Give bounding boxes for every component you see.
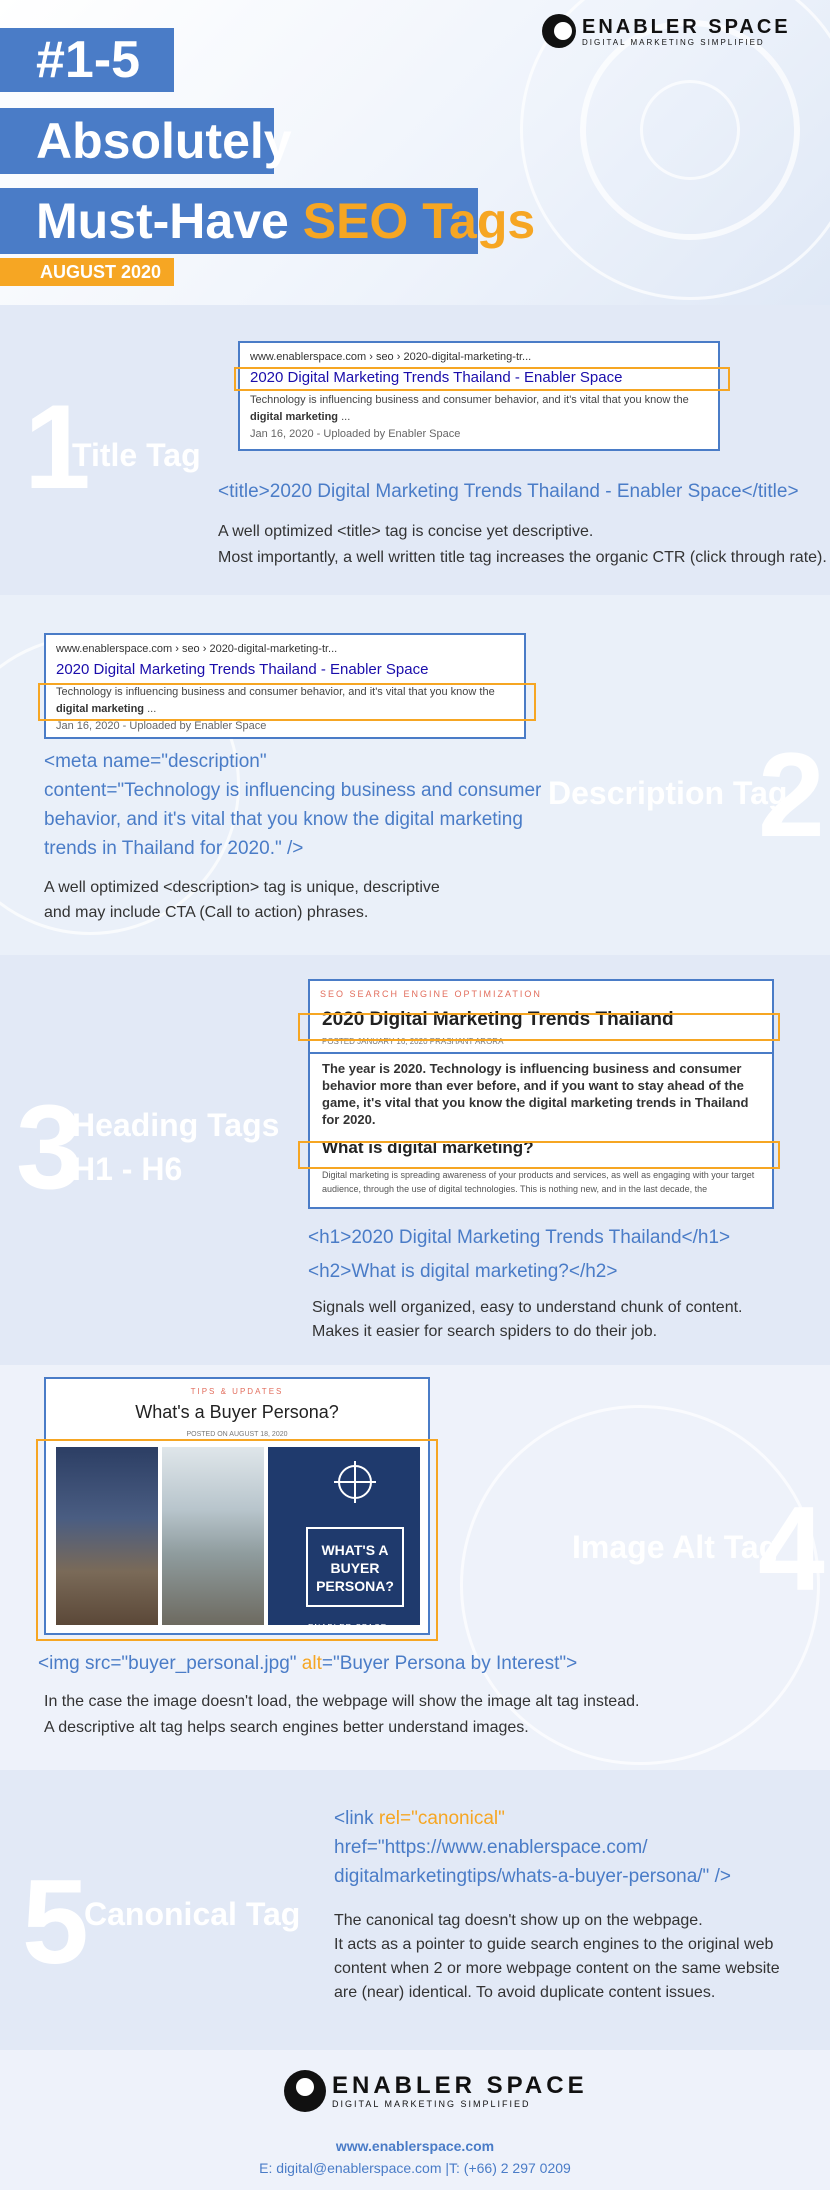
logo-tagline: DIGITAL MARKETING SIMPLIFIED xyxy=(582,37,765,47)
title-line-1: #1-5 xyxy=(0,28,174,92)
header xyxy=(0,0,830,305)
highlight-box-h1 xyxy=(298,1013,780,1041)
code-line-3: digitalmarketingtips/whats-a-buyer-persona/" /> xyxy=(334,1866,731,1887)
code-snippet: <title>2020 Digital Marketing Trends Thailand - Enabler Space</title> xyxy=(218,481,799,502)
title-highlight: SEO Tags xyxy=(302,193,536,249)
section-heading-tags xyxy=(0,955,830,1365)
article-h2: What is digital marketing? xyxy=(322,1138,534,1157)
body-text-4: are (near) identical. To avoid duplicate content issues. xyxy=(334,1984,716,2001)
code-line-2: href="https://www.enablerspace.com/ xyxy=(334,1837,648,1858)
code-line-1: <link rel="canonical" xyxy=(334,1808,505,1829)
body-text-1: A well optimized <description> tag is unique, descriptive xyxy=(44,879,440,896)
card-category: TIPS & UPDATES xyxy=(190,1387,284,1396)
brand-logo xyxy=(542,14,791,48)
footer xyxy=(0,2050,830,2190)
title-line-2: Absolutely xyxy=(0,108,274,174)
card-posted: POSTED ON AUGUST 18, 2020 xyxy=(186,1431,288,1438)
code-line-3: behavior, and it's vital that you know the digital marketing xyxy=(44,809,523,830)
article-intro: The year is 2020. Technology is influencing business and consumer behavior more than ever before, and if you want to stay ahead of the game, it's vital that you know the digital marketing trends in Thailand for 2020. xyxy=(322,1061,749,1127)
section-number: 2 xyxy=(758,728,825,862)
body-text-1: A well optimized <title> tag is concise yet descriptive. xyxy=(218,523,594,540)
logo-mark-icon xyxy=(284,2070,326,2112)
body-text-1: The canonical tag doesn't show up on the webpage. xyxy=(334,1912,703,1929)
section-label-line-2: H1 - H6 xyxy=(72,1151,183,1187)
code-line-2: <h2>What is digital marketing?</h2> xyxy=(308,1261,618,1282)
body-text-2: Most importantly, a well written title tag increases the organic CTR (click through rate). xyxy=(218,549,827,566)
date-badge: AUGUST 2020 xyxy=(0,258,174,286)
footer-logo xyxy=(284,2070,588,2112)
section-label-line-1: Heading Tags xyxy=(72,1107,280,1143)
title-line-3 xyxy=(0,188,536,254)
code-snippet: <img src="buyer_personal.jpg" alt="Buyer Persona by Interest"> xyxy=(38,1653,578,1674)
highlight-box xyxy=(234,367,730,391)
buyer-persona-text: WHAT'S A BUYER PERSONA? xyxy=(306,1527,404,1607)
body-text-1: Signals well organized, easy to understand chunk of content. xyxy=(312,1299,743,1316)
article-paragraph: Digital marketing is spreading awareness of your products and services, as well as engaging with your target audience, through the use of digital technologies. This is nothing new, and in the last decade, the xyxy=(322,1170,755,1194)
body-text-3: content when 2 or more webpage content on the same website xyxy=(334,1960,780,1977)
serp-snippet xyxy=(238,341,720,451)
serp-title: 2020 Digital Marketing Trends Thailand - Enabler Space xyxy=(56,661,429,678)
serp-date: Jan 16, 2020 - Uploaded by Enabler Space xyxy=(250,428,461,440)
section-number: 3 xyxy=(16,1080,83,1214)
highlight-box xyxy=(38,683,536,721)
section-number: 4 xyxy=(758,1482,825,1616)
article-h1: 2020 Digital Marketing Trends Thailand xyxy=(322,1009,674,1030)
section-title-tag xyxy=(0,305,830,595)
code-line-4: trends in Thailand for 2020." /> xyxy=(44,838,304,859)
section-number: 5 xyxy=(22,1855,89,1989)
buyer-persona-logo: ENABLER SPACE xyxy=(308,1623,388,1632)
section-label: Canonical Tag xyxy=(84,1896,301,1932)
body-text-2: It acts as a pointer to guide search engines to the original web xyxy=(334,1936,774,1953)
code-line-1: <meta name="description" xyxy=(44,751,267,772)
article-meta: POSTED JANUARY 16, 2020 PRASHANT ARORA xyxy=(322,1037,504,1046)
logo-name: ENABLER SPACE xyxy=(332,2072,588,2099)
body-text-1: In the case the image doesn't load, the webpage will show the image alt tag instead. xyxy=(44,1693,640,1710)
logo-mark-icon xyxy=(542,14,576,48)
section-label: Image Alt Tag xyxy=(572,1529,779,1565)
serp-url: www.enablerspace.com › seo › 2020-digital-marketing-tr... xyxy=(250,351,532,363)
section-canonical-tag xyxy=(0,1770,830,2050)
code-line-1: <h1>2020 Digital Marketing Trends Thailand</h1> xyxy=(308,1227,731,1248)
serp-title: 2020 Digital Marketing Trends Thailand - Enabler Space xyxy=(250,369,623,386)
serp-url: www.enablerspace.com › seo › 2020-digital-marketing-tr... xyxy=(56,643,338,655)
logo-name: ENABLER SPACE xyxy=(582,15,791,38)
body-text-2: Makes it easier for search spiders to do their job. xyxy=(312,1323,658,1340)
highlight-box-h2 xyxy=(298,1141,780,1169)
card-title: What's a Buyer Persona? xyxy=(135,1402,339,1422)
decorative-circle xyxy=(640,80,740,180)
section-label: Title Tag xyxy=(72,437,201,473)
body-text-2: A descriptive alt tag helps search engines better understand images. xyxy=(44,1719,529,1736)
title-line-3-prefix: Must-Have xyxy=(36,193,303,249)
serp-date: Jan 16, 2020 - Uploaded by Enabler Space xyxy=(56,720,267,732)
footer-website[interactable]: www.enablerspace.com xyxy=(335,2138,495,2154)
section-label: Description Tag xyxy=(548,775,788,811)
section-description-tag xyxy=(0,595,830,955)
serp-description: Technology is influencing business and consumer behavior, and it's vital that you know the digital marketing ... xyxy=(56,686,495,715)
serp-description: Technology is influencing business and consumer behavior, and it's vital that you know the digital marketing ... xyxy=(250,394,689,423)
article-category: SEO SEARCH ENGINE OPTIMIZATION xyxy=(320,989,542,999)
section-image-alt-tag xyxy=(0,1365,830,1770)
section-number: 1 xyxy=(24,380,91,514)
body-text-2: and may include CTA (Call to action) phrases. xyxy=(44,904,369,921)
code-line-2: content="Technology is influencing business and consumer xyxy=(44,780,542,801)
logo-tagline: DIGITAL MARKETING SIMPLIFIED xyxy=(332,2099,531,2109)
highlight-box xyxy=(36,1439,438,1641)
footer-contact: E: digital@enablerspace.com |T: (+66) 2 297 0209 xyxy=(259,2160,571,2176)
